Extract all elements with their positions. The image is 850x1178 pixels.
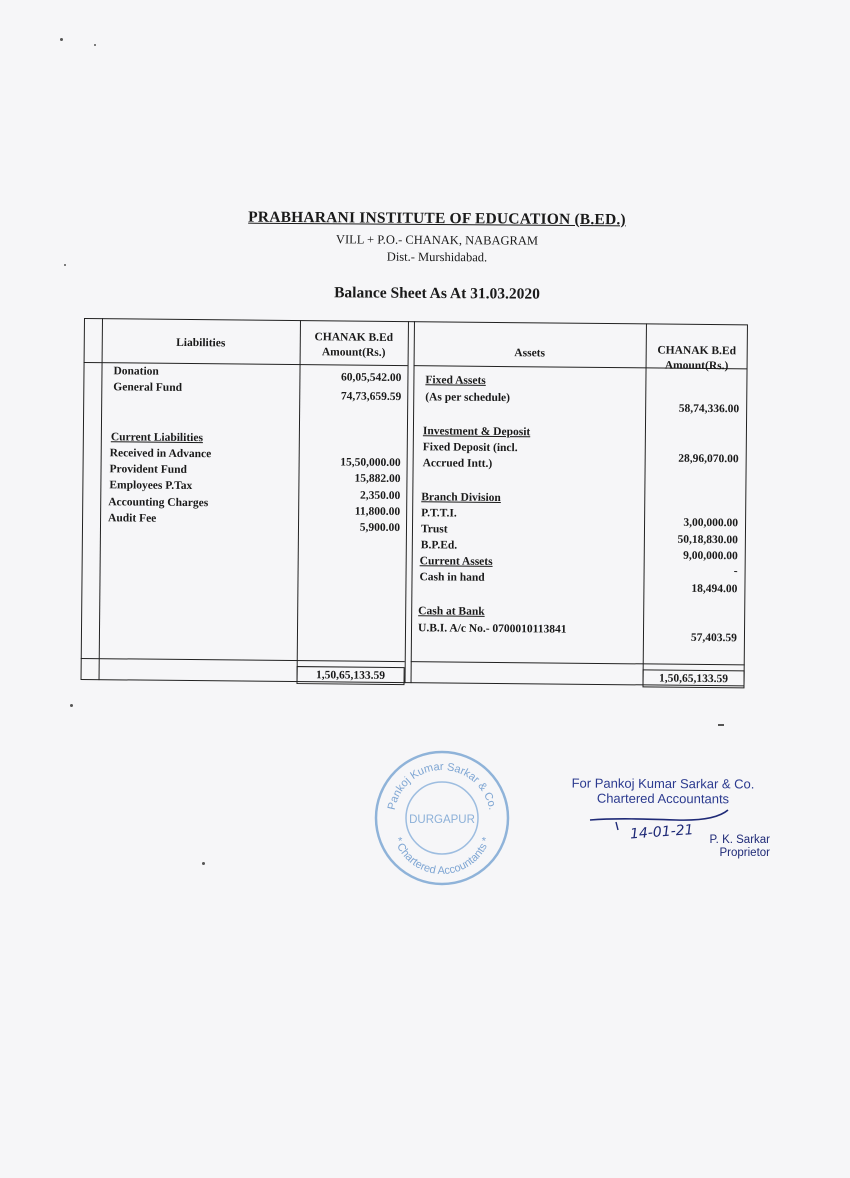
received-in-advance-amount: 15,50,000.00 — [340, 456, 401, 470]
liab-amount-header-2: Amount(Rs.) — [321, 346, 386, 359]
donation-label: Donation — [113, 365, 159, 378]
seal-center-text: DURGAPUR — [409, 814, 475, 826]
investment-deposit-heading: Investment & Deposit — [422, 425, 531, 439]
trust-amount-b: 50,18,830.00 — [677, 533, 738, 547]
fixed-deposit-amount: 28,96,070.00 — [678, 452, 739, 466]
general-fund-amount: 74,73,659.59 — [340, 390, 402, 404]
fixed-assets-amount: 58,74,336.00 — [678, 402, 740, 416]
speck — [64, 264, 66, 266]
speck — [60, 38, 63, 41]
liabilities-header: Liabilities — [176, 336, 226, 350]
donation-amount: 60,05,542.00 — [341, 371, 402, 385]
fixed-deposit-label-1: Fixed Deposit (incl. — [422, 441, 518, 455]
trust-label: Trust — [420, 523, 448, 536]
audit-fee-amount: 5,900.00 — [359, 521, 401, 535]
employees-ptax-label: Employees P.Tax — [109, 479, 193, 493]
as-per-schedule-label: (As per schedule) — [425, 391, 511, 405]
cash-in-hand-amount: 18,494.00 — [691, 582, 738, 596]
asset-amount-header-1: CHANAK B.Ed — [657, 344, 737, 358]
received-in-advance-label: Received in Advance — [109, 447, 212, 461]
employees-ptax-amount: 2,350.00 — [359, 489, 401, 503]
general-fund-label: General Fund — [113, 381, 183, 394]
firm-line-2: Chartered Accountants — [596, 790, 730, 807]
seal-top-text: Pankoj Kumar Sarkar & Co. — [385, 760, 499, 812]
firm-stamp — [548, 775, 778, 806]
seal-bottom-text: * Chartered Accountants * — [391, 835, 493, 878]
ubi-account-label: U.B.I. A/c No.- 0700010113841 — [417, 622, 567, 636]
fixed-deposit-label-2: Accrued Intt.) — [422, 457, 493, 470]
proprietor-block — [650, 834, 770, 860]
proprietor-role: Proprietor — [719, 847, 770, 859]
ubi-account-amount: 57,403.59 — [690, 631, 738, 645]
sheet-title: Balance Sheet As At 31.03.2020 — [334, 284, 540, 303]
address-line-1: VILL + P.O.- CHANAK, NABAGRAM — [335, 232, 539, 248]
firm-line-1: For Pankoj Kumar Sarkar & Co. — [571, 775, 755, 792]
liabilities-total: 1,50,65,133.59 — [296, 666, 404, 685]
speck — [718, 724, 724, 726]
proprietor-name: P. K. Sarkar — [709, 834, 770, 846]
audit-fee-label: Audit Fee — [108, 512, 157, 525]
speck — [70, 704, 73, 707]
accounting-charges-amount: 11,800.00 — [354, 505, 401, 519]
provident-fund-label: Provident Fund — [109, 463, 188, 476]
current-liabilities-heading: Current Liabilities — [110, 431, 204, 445]
firm-seal-stamp — [372, 748, 512, 888]
bped-label: B.P.Ed. — [420, 539, 458, 552]
ptti-label: P.T.T.I. — [421, 507, 457, 520]
current-assets-heading: Current Assets — [419, 555, 493, 568]
fixed-assets-heading: Fixed Assets — [425, 374, 486, 387]
institute-name: PRABHARANI INSTITUTE OF EDUCATION (B.ED.) — [248, 208, 626, 229]
accounting-charges-label: Accounting Charges — [108, 496, 209, 510]
speck — [202, 862, 205, 865]
bped-amount: 9,00,000.00 — [683, 549, 738, 563]
cash-in-hand-dash: - — [733, 565, 738, 578]
assets-total: 1,50,65,133.59 — [642, 669, 744, 688]
branch-division-heading: Branch Division — [421, 491, 501, 505]
balance-sheet-table — [80, 318, 748, 696]
provident-fund-amount: 15,882.00 — [354, 472, 401, 486]
address-line-2: Dist.- Murshidabad. — [386, 249, 488, 265]
liab-amount-header-1: CHANAK B.Ed — [314, 331, 394, 344]
asset-amount-header-2: Amount(Rs.) — [664, 359, 729, 373]
assets-header: Assets — [514, 347, 546, 360]
speck — [94, 44, 96, 46]
cash-at-bank-heading: Cash at Bank — [418, 605, 485, 618]
trust-amount-a: 3,00,000.00 — [683, 516, 739, 530]
cash-in-hand-label: Cash in hand — [419, 571, 485, 584]
svg-text:14-01-21: 14-01-21 — [629, 822, 695, 843]
